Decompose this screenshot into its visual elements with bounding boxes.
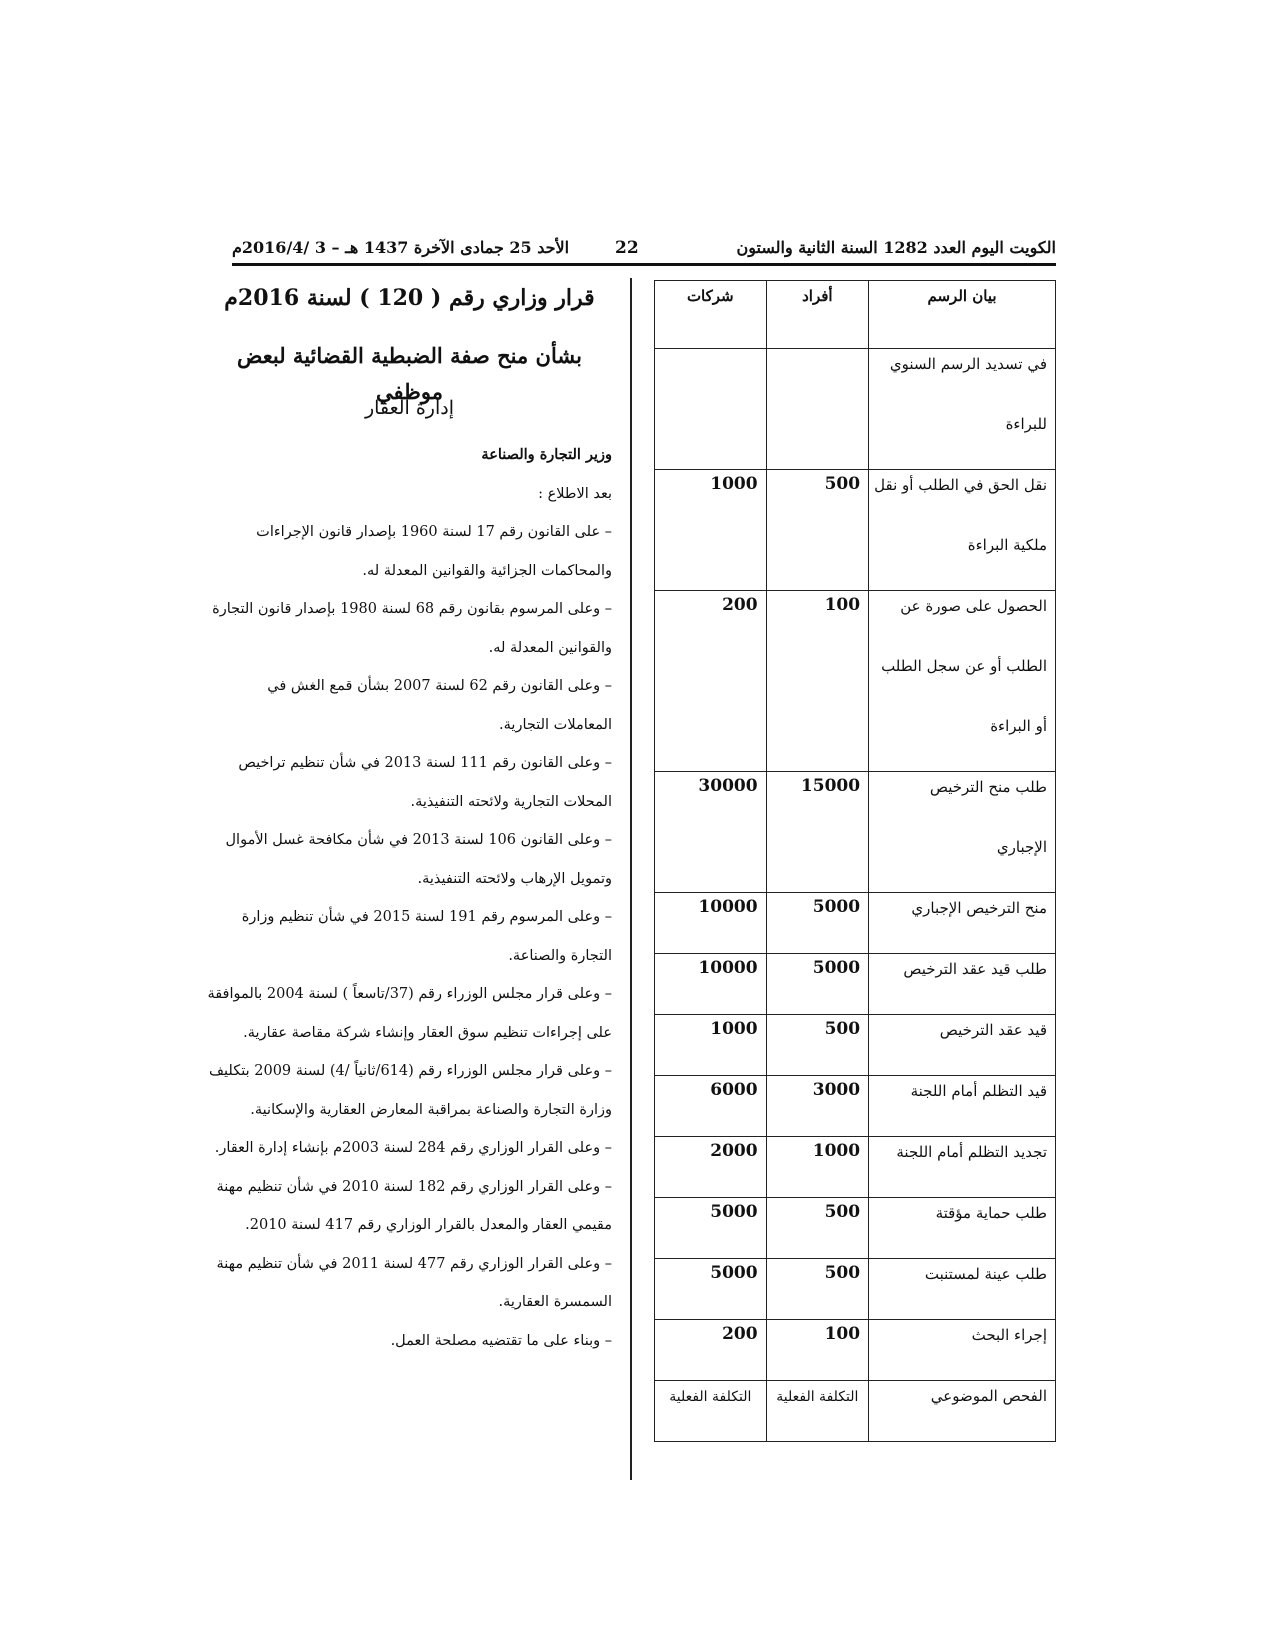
fee-individuals: 1000	[766, 1137, 869, 1198]
decree-line: – وبناء على ما تقتضيه مصلحة العمل.	[390, 1332, 612, 1349]
table-row	[655, 1259, 1056, 1320]
decree-column	[207, 280, 612, 1364]
fee-description-line: قيد التظلم أمام اللجنة	[910, 1082, 1047, 1100]
fee-description-line: طلب منح الترخيص	[929, 778, 1047, 796]
table-row	[655, 1320, 1056, 1381]
fee-description	[869, 893, 1056, 954]
table-row	[655, 349, 1056, 470]
fee-companies	[655, 349, 767, 470]
fee-description	[869, 1076, 1056, 1137]
fee-companies: 5000	[655, 1198, 767, 1259]
fee-description-line: طلب قيد عقد الترخيص	[903, 960, 1047, 978]
decree-line: المحلات التجارية ولائحته التنفيذية.	[410, 793, 612, 810]
fee-description-line: الحصول على صورة عن	[900, 597, 1047, 615]
column-divider	[630, 278, 632, 1480]
decree-line: – على القانون رقم 17 لسنة 1960 بإصدار قانون الإجراءات	[256, 524, 612, 540]
fee-individuals: 100	[766, 591, 869, 772]
table-row	[655, 1198, 1056, 1259]
decree-line: – وعلى القانون رقم 62 لسنة 2007 بشأن قمع الغش في	[267, 678, 612, 694]
header-gazette-issue: الكويت اليوم العدد 1282 السنة الثانية والستون	[736, 238, 1056, 257]
fee-description	[869, 349, 1056, 470]
decree-subject: بشأن منح صفة الضبطية القضائية لبعض موظفي	[237, 343, 582, 404]
fee-individuals	[766, 349, 869, 470]
header-rule	[232, 263, 1056, 266]
fee-individuals: التكلفة الفعلية	[766, 1381, 869, 1442]
table-row	[655, 1137, 1056, 1198]
table-row	[655, 1381, 1056, 1442]
fee-individuals: 15000	[766, 772, 869, 893]
fee-description-line: أو البراءة	[990, 717, 1047, 735]
fee-individuals: 500	[766, 1015, 869, 1076]
decree-line: وتمويل الإرهاب ولائحته التنفيذية.	[417, 870, 612, 887]
decree-line: – وعلى المرسوم رقم 191 لسنة 2015 في شأن تنظيم وزارة	[241, 909, 612, 925]
fee-companies: 1000	[655, 1015, 767, 1076]
table-row	[655, 1076, 1056, 1137]
table-row	[655, 772, 1056, 893]
fee-companies: 200	[655, 1320, 767, 1381]
fee-description	[869, 1015, 1056, 1076]
decree-line: السمسرة العقارية.	[498, 1294, 612, 1310]
fee-individuals: 3000	[766, 1076, 869, 1137]
fee-individuals: 5000	[766, 893, 869, 954]
decree-line: وزارة التجارة والصناعة بمراقبة المعارض العقارية والإسكانية.	[250, 1101, 612, 1118]
fee-companies: 6000	[655, 1076, 767, 1137]
decree-line: – وعلى القرار الوزاري رقم 182 لسنة 2010 في شأن تنظيم مهنة	[216, 1178, 612, 1195]
fee-companies: 5000	[655, 1259, 767, 1320]
decree-line: بعد الاطلاع :	[538, 485, 612, 502]
fee-companies: التكلفة الفعلية	[655, 1381, 767, 1442]
fee-companies: 30000	[655, 772, 767, 893]
decree-line: – وعلى قرار مجلس الوزراء رقم (37/تاسعاً ) لسنة 2004 بالموافقة	[207, 986, 612, 1002]
fee-description	[869, 1198, 1056, 1259]
header-page-number: 22	[615, 238, 639, 258]
decree-line: – وعلى المرسوم بقانون رقم 68 لسنة 1980 بإصدار قانون التجارة	[212, 601, 612, 617]
table-row	[655, 954, 1056, 1015]
decree-line: – وعلى قرار مجلس الوزراء رقم (614/ثانياً /4) لسنة 2009 بتكليف	[209, 1063, 612, 1079]
decree-title: قرار وزاري رقم ( 120 ) لسنة 2016م	[224, 285, 595, 311]
table-row	[655, 470, 1056, 591]
fee-description	[869, 591, 1056, 772]
fee-description-line: الإجباري	[996, 838, 1047, 856]
header-date: الأحد 25 جمادى الآخرة 1437 هـ – 3 /2016/4م	[232, 238, 570, 257]
table-row	[655, 893, 1056, 954]
fee-companies: 10000	[655, 954, 767, 1015]
decree-line: على إجراءات تنظيم سوق العقار وإنشاء شركة مقاصة عقارية.	[243, 1024, 612, 1041]
page-header	[232, 238, 1056, 262]
decree-department: إدارة العقار	[365, 397, 454, 419]
fee-description-line: ملكية البراءة	[967, 536, 1047, 554]
table-row	[655, 591, 1056, 772]
fee-description	[869, 1137, 1056, 1198]
decree-line: وزير التجارة والصناعة	[481, 446, 612, 463]
fee-companies: 10000	[655, 893, 767, 954]
table-row	[655, 1015, 1056, 1076]
fee-description	[869, 1320, 1056, 1381]
fee-description-line: طلب حماية مؤقتة	[935, 1204, 1047, 1222]
fees-table-header	[655, 281, 1056, 349]
fee-companies: 200	[655, 591, 767, 772]
decree-line: – وعلى القانون رقم 111 لسنة 2013 في شأن تنظيم تراخيص	[238, 755, 612, 771]
fee-description-line: للبراءة	[1005, 415, 1047, 433]
fee-individuals: 100	[766, 1320, 869, 1381]
decree-body	[207, 440, 612, 1364]
fee-companies: 2000	[655, 1137, 767, 1198]
decree-line: – وعلى القرار الوزاري رقم 477 لسنة 2011 في شأن تنظيم مهنة	[216, 1255, 612, 1272]
fees-table	[654, 280, 1056, 1442]
decree-line: مقيمي العقار والمعدل بالقرار الوزاري رقم 417 لسنة 2010.	[245, 1217, 612, 1233]
fee-description-line: نقل الحق في الطلب أو نقل	[874, 476, 1047, 494]
decree-line: والقوانين المعدلة له.	[488, 639, 612, 656]
fee-description-line: طلب عينة لمستنبت	[924, 1265, 1047, 1283]
fee-description	[869, 470, 1056, 591]
col-header-companies: شركات	[655, 281, 767, 349]
fee-companies: 1000	[655, 470, 767, 591]
fee-description-line: إجراء البحث	[971, 1326, 1047, 1344]
fee-description	[869, 954, 1056, 1015]
fee-description-line: الطلب أو عن سجل الطلب	[881, 657, 1047, 675]
decree-line: المعاملات التجارية.	[499, 716, 612, 733]
fee-description	[869, 1381, 1056, 1442]
col-header-individuals: أفراد	[766, 281, 869, 349]
fee-description	[869, 1259, 1056, 1320]
fee-description-line: قيد عقد الترخيص	[939, 1021, 1047, 1039]
decree-line: – وعلى القرار الوزاري رقم 284 لسنة 2003م بإنشاء إدارة العقار.	[214, 1140, 612, 1156]
col-header-description: بيان الرسم	[869, 281, 1056, 349]
decree-line: والمحاكمات الجزائية والقوانين المعدلة له.	[362, 562, 612, 579]
decree-line: – وعلى القانون 106 لسنة 2013 في شأن مكافحة غسل الأموال	[225, 832, 612, 848]
fee-description-line: تجديد التظلم أمام اللجنة	[896, 1143, 1047, 1161]
fee-description-line: منح الترخيص الإجباري	[911, 899, 1047, 917]
fee-description	[869, 772, 1056, 893]
fee-description-line: في تسديد الرسم السنوي	[889, 355, 1047, 373]
fee-individuals: 500	[766, 1259, 869, 1320]
fee-description-line: الفحص الموضوعي	[930, 1387, 1047, 1405]
fee-individuals: 500	[766, 1198, 869, 1259]
fee-individuals: 5000	[766, 954, 869, 1015]
decree-line: التجارة والصناعة.	[508, 947, 612, 964]
fee-individuals: 500	[766, 470, 869, 591]
